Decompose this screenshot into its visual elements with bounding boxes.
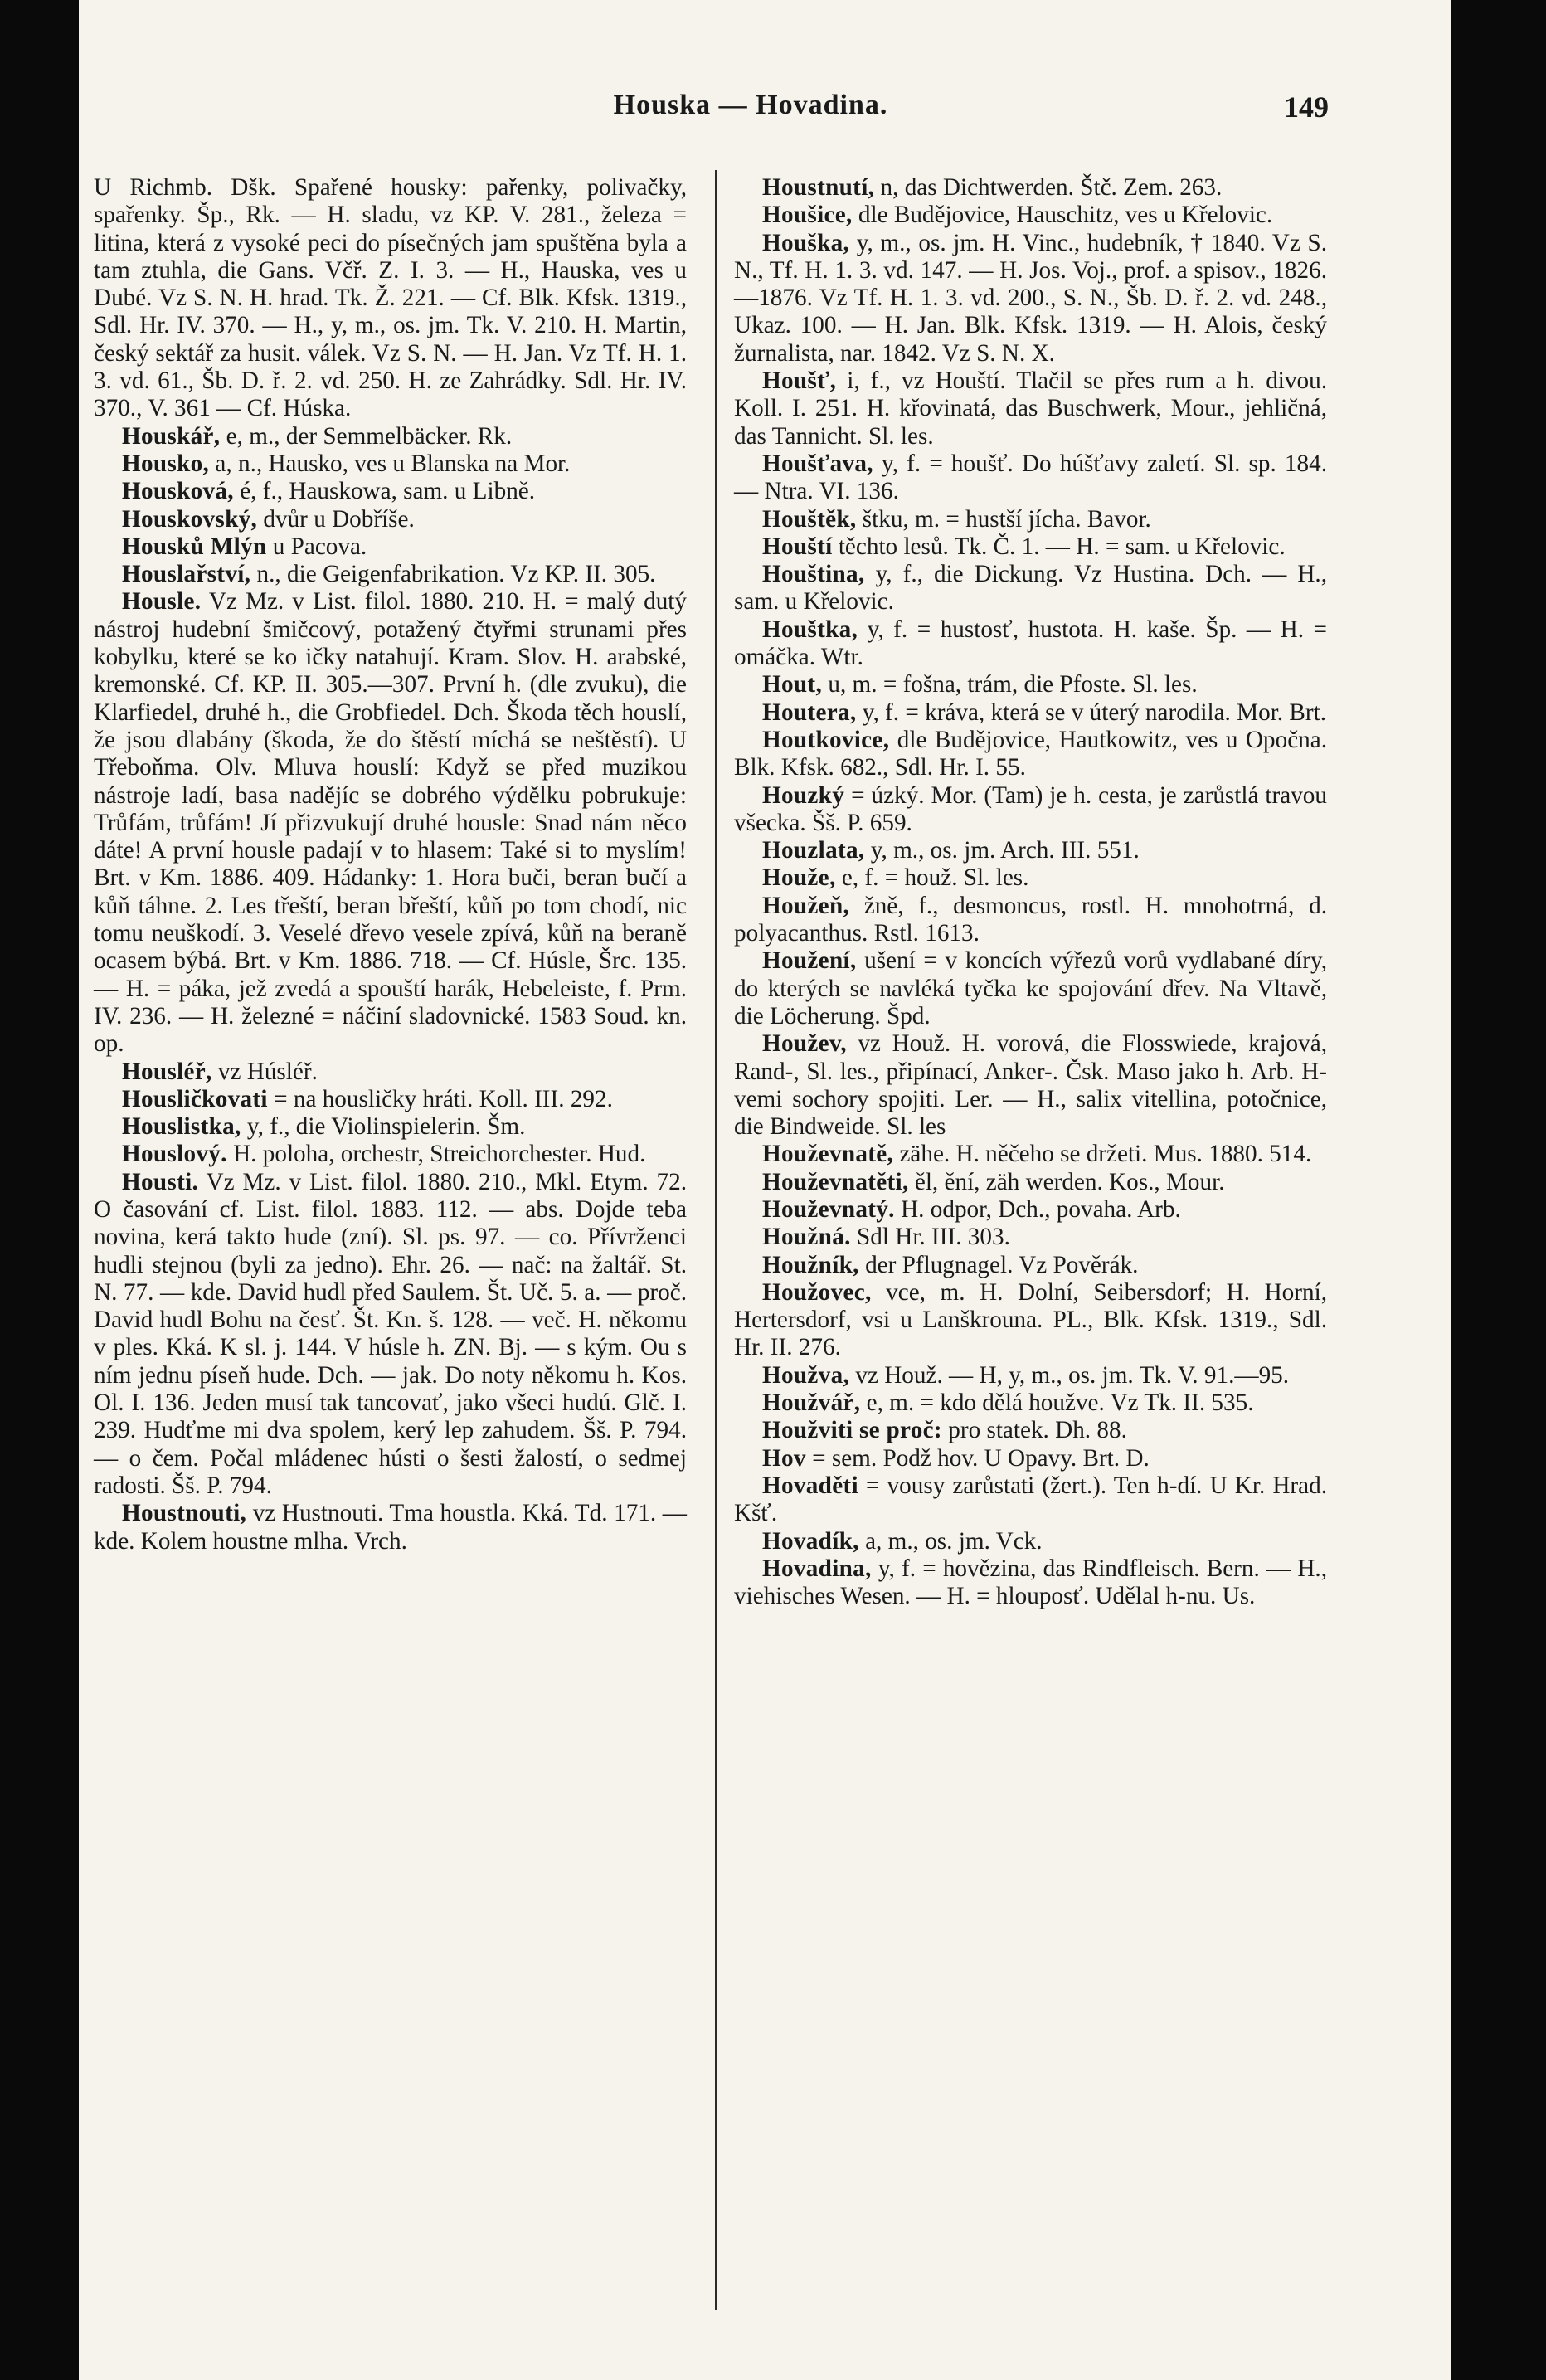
entry-headword: Houzký [762, 781, 845, 809]
entry-headword: Housle. [122, 588, 202, 616]
entry-headword: Houšice, [762, 202, 853, 229]
entry-text: y, f. = kráva, která se v úterý narodila. Mor. Brt. [856, 698, 1326, 726]
entry-headword: Houstnutí, [762, 174, 875, 201]
entry-text: = na housličky hráti. Koll. III. 292. [267, 1085, 613, 1112]
entry-headword: Houtera, [762, 698, 857, 726]
entry-text: e, f. = houž. Sl. les. [835, 864, 1029, 892]
dictionary-entry [734, 837, 1327, 864]
dictionary-entry [94, 450, 687, 478]
entry-headword: Hovadina, [762, 1555, 872, 1582]
dictionary-entry [734, 1030, 1327, 1141]
entry-headword: Houžník, [762, 1251, 859, 1278]
entry-headword: Houžeň, [762, 892, 850, 919]
entry-text: vce, m. H. Dolní, Seibersdorf; H. Horní, Hertersdorf, vsi u Lanškrouna. PL., Blk. Kfsk. 1319., Sdl. Hr. II. 276. [734, 1278, 1327, 1361]
entry-text: Sdl Hr. III. 303. [850, 1224, 1010, 1251]
entry-text: u, m. = fošna, trám, die Pfoste. Sl. les. [822, 671, 1198, 698]
entry-headword: Houževnatěti, [762, 1168, 909, 1195]
dictionary-entry [734, 947, 1327, 1030]
right-column [734, 174, 1327, 1610]
entry-headword: Houžva, [762, 1361, 850, 1389]
dictionary-entry [734, 202, 1327, 229]
dictionary-entry [734, 174, 1327, 202]
dictionary-entry [734, 1224, 1327, 1251]
entry-headword: Houslistka, [122, 1113, 241, 1141]
dictionary-entry [734, 450, 1327, 506]
entry-headword: Houslový. [122, 1141, 227, 1168]
entry-text: y, f. = hovězina, das Rindfleisch. Bern. — H., viehisches Wesen. — H. = hlouposť. Udělal h-nu. Us. [734, 1555, 1327, 1610]
entry-text: y, f. = houšť. Do húšťavy zaletí. Sl. sp. 184. — Ntra. VI. 136. [734, 450, 1327, 505]
entry-headword: Housků Mlýn [122, 533, 267, 560]
entry-text: vz Houž. H. vorová, die Flosswiede, krajová, Rand-, Sl. les., připínací, Anker-. Čsk. Maso jako h. Arb. H-vemi sochory spojiti. Ler. — H., salix vitellina, potočnice, die Bindweide. Sl. les [734, 1030, 1327, 1141]
dictionary-entry [734, 367, 1327, 450]
entry-text: Vz Mz. v List. filol. 1880. 210., Mkl. Etym. 72. O časování cf. List. filol. 1883. 112. — abs. Dojde teba novina, kerá takto hude (zní). Sl. ps. 97. — co. Přívrženci hudli stejnou (byli za jedno). Ehr. 26. — nač: na žaltář. St. N. 77. — kde. David hudl před Saulem. Št. Uč. 5. a. — proč. David hudl Bohu na česť. Št. Kn. š. 128. — več. H. někomu v ples. Kká. K sl. j. 144. V húsle h. ZN. Bj. — s kým. Ou s ním jednu píseň hude. Dch. — jak. Do noty někomu h. Kos. Ol. I. 136. Jeden musí tak tancovať, jako všeci hudú. Glč. I. 239. Hudťme mi dva spolem, kerý lep zahudem. Šš. P. 794. — o čem. Počal mládenec hústi o šesti žalostí, o sedmej radosti. Šš. P. 794. [94, 1168, 687, 1499]
page-number: 149 [1284, 90, 1329, 124]
entry-text: těchto lesů. Tk. Č. 1. — H. = sam. u Křelovic. [832, 533, 1286, 560]
entry-text: = úzký. Mor. (Tam) je h. cesta, je zarůstlá travou všecka. Šš. P. 659. [734, 781, 1327, 836]
entry-headword: Housti. [122, 1168, 199, 1195]
entry-headword: Houžná. [762, 1224, 851, 1251]
dictionary-entry [94, 1141, 687, 1168]
dictionary-page [79, 0, 1451, 2380]
dictionary-entry [734, 616, 1327, 672]
dictionary-entry [94, 423, 687, 450]
column-divider [715, 170, 717, 2310]
entry-headword: Houžvář, [762, 1390, 861, 1417]
entry-text: U Richmb. Dšk. Spařené housky: pařenky, polivačky, spařenky. Šp., Rk. — H. sladu, vz KP. V. 281., železa = litina, která z vysoké peci do písečných jam spuštěna byla a tam ztuhla, die Gans. Včř. Z. I. 3. — H., Hauska, ves u Dubé. Vz S. N. H. hrad. Tk. Ž. 221. — Cf. Blk. Kfsk. 1319., Sdl. Hr. IV. 370. — H., y, m., os. jm. Tk. V. 210. H. Martin, český sektář za husit. válek. Vz S. N. — H. Jan. Vz Tf. H. 1. 3. vd. 61., Šb. D. ř. 2. vd. 250. H. ze Zahrádky. Sdl. Hr. IV. 370., V. 361 — Cf. Húska. [94, 174, 687, 422]
entry-text: ušení = v koncích výřezů vorů vydlabané díry, do kterých se navléká tyčka ke spojování dřev. Na Vltavě, die Löcherung. Špd. [734, 947, 1327, 1029]
entry-text: dle Budějovice, Hauschitz, ves u Křelovic. [852, 202, 1273, 229]
entry-headword: Houští [762, 533, 833, 560]
entry-headword: Houštka, [762, 616, 858, 643]
entry-headword: Hov [762, 1444, 806, 1472]
dictionary-entry [734, 1279, 1327, 1362]
dictionary-entry [734, 727, 1327, 782]
dictionary-entry [94, 1169, 687, 1501]
dictionary-entry [734, 1390, 1327, 1417]
entry-text: = vousy zarůstati (žert.). Ten h-dí. U Kr. Hrad. Kšť. [734, 1472, 1327, 1527]
dictionary-entry [94, 1500, 687, 1555]
entry-text: y, m., os. jm. H. Vinc., hudebník, † 1840. Vz S. N., Tf. H. 1. 3. vd. 147. — H. Jos. Voj., prof. a spisov., 1826.—1876. Vz Tf. H. 1. 3. vd. 200., S. N., Šb. D. ř. 2. vd. 248., Ukaz. 100. — H. Jan. Blk. Kfsk. 1319. — H. Alois, český žurnalista, nar. 1842. Vz S. N. X. [734, 229, 1327, 367]
dictionary-entry [734, 533, 1327, 561]
entry-headword: Houžení, [762, 947, 857, 975]
entry-headword: Houžviti se proč: [762, 1417, 942, 1444]
dictionary-entry [94, 561, 687, 588]
dictionary-entry [734, 506, 1327, 533]
entry-headword: Housličkovati [122, 1085, 268, 1112]
entry-text: vz Hustnouti. Tma houstla. Kká. Td. 171. — kde. Kolem houstne mlha. Vrch. [94, 1500, 687, 1555]
entry-headword: Houštěk, [762, 505, 857, 533]
dictionary-entry [734, 699, 1327, 727]
entry-text: pro statek. Dh. 88. [941, 1417, 1127, 1444]
entry-text: H. poloha, orchestr, Streichorchester. Hud. [226, 1141, 646, 1168]
entry-text: ěl, ění, zäh werden. Kos., Mour. [908, 1168, 1225, 1195]
entry-headword: Houževnatě, [762, 1141, 894, 1168]
entry-headword: Houskovský, [122, 505, 258, 533]
entry-headword: Houslařství, [122, 561, 251, 588]
entry-text: = sem. Podž hov. U Opavy. Brt. D. [805, 1444, 1150, 1472]
entry-headword: Houstnouti, [122, 1500, 247, 1527]
dictionary-entry [734, 1252, 1327, 1279]
entry-headword: Housléř, [122, 1058, 212, 1085]
dictionary-entry [94, 1059, 687, 1086]
entry-headword: Houšťava, [762, 450, 873, 477]
entry-headword: Houština, [762, 561, 865, 588]
running-head: Houska — Hovadina. [613, 90, 888, 120]
entry-headword: Houžovec, [762, 1278, 872, 1306]
dictionary-entry [734, 782, 1327, 838]
dictionary-entry [94, 506, 687, 533]
entry-headword: Houšť, [762, 367, 837, 395]
entry-text: štku, m. = hustší jícha. Bavor. [856, 505, 1151, 533]
dictionary-entry [734, 1196, 1327, 1224]
entry-headword: Housko, [122, 450, 210, 477]
entry-text: e, m., der Semmelbäcker. Rk. [220, 422, 513, 450]
entry-text: a, n., Hausko, ves u Blanska na Mor. [209, 450, 571, 477]
entry-text: y, f., die Violinspielerin. Šm. [241, 1113, 526, 1141]
dictionary-entry [734, 1141, 1327, 1168]
dictionary-entry [94, 478, 687, 505]
dictionary-entry [734, 1362, 1327, 1390]
dictionary-entry [734, 893, 1327, 948]
page-header [79, 90, 1451, 131]
entry-text: vz Houž. — H, y, m., os. jm. Tk. V. 91.—95. [849, 1361, 1290, 1389]
dictionary-entry [734, 1169, 1327, 1196]
dictionary-entry [734, 1472, 1327, 1528]
entry-text: a, m., os. jm. Vck. [858, 1527, 1043, 1555]
entry-text: vz Húsléř. [211, 1058, 318, 1085]
entry-text: der Pflugnagel. Vz Pověrák. [858, 1251, 1139, 1278]
entry-headword: Houzlata, [762, 837, 865, 864]
dictionary-entry [734, 230, 1327, 367]
entry-headword: Houskář, [122, 422, 221, 450]
entry-headword: Houže, [762, 864, 836, 892]
entry-headword: Houška, [762, 229, 850, 256]
entry-text: Vz Mz. v List. filol. 1880. 210. H. = malý dutý nástroj hudební šmičcový, potažený čtyřmi strunami přes kobylku, které se ko ičky natahují. Kram. Slov. H. arabské, kremonské. Cf. KP. II. 305.—307. První h. (dle zvuku), die Klarfiedel, druhé h., die Grobfiedel. Dch. Škoda těch houslí, že jsou dlabány (škoda, že do štěstí míchá se neštěstí). U Třeboňma. Olv. Mluva houslí: Když se před muzikou nástroje ladí, basa nadějíc se dobrého výdělku pobrukuje: Trůfám, trůfám! Jí přizvukují druhé housle: Snad nám něco dáte! A první housle padají v to hlasem: Také si to myslím! Brt. v Km. 1886. 409. Hádanky: 1. Hora buči, beran bučí a kůň táhne. 2. Les třeští, beran břeští, kůň po tom chodí, nic tomu neuškodí. 3. Veselé dřevo vesele zpívá, kůň na beraně ocasem býbá. Brt. v Km. 1886. 718. — Cf. Húsle, Šrc. 135. — H. = páka, jež zvedá a spouští harák, Hebeleiste, f. Prm. IV. 236. — H. železné = náčiní sladovnické. 1583 Soud. kn. op. [94, 588, 687, 1058]
entry-text: n., die Geigenfabrikation. Vz KP. II. 305. [250, 561, 656, 588]
entry-text: H. odpor, Dch., povaha. Arb. [894, 1195, 1181, 1223]
entry-headword: Hovadík, [762, 1527, 859, 1555]
entry-headword: Houtkovice, [762, 726, 890, 753]
dictionary-entry [734, 1555, 1327, 1611]
entry-text: zähe. H. něčeho se držeti. Mus. 1880. 514. [893, 1141, 1312, 1168]
entry-text: u Pacova. [266, 533, 367, 560]
entry-text: žně, f., desmoncus, rostl. H. mnohotrná, d. polyacanthus. Rstl. 1613. [734, 892, 1327, 947]
entry-text: y, f. = hustosť, hustota. H. kaše. Šp. — H. = omáčka. Wtr. [734, 616, 1327, 671]
entry-headword: Houževnatý. [762, 1195, 895, 1223]
entry-text: n, das Dichtwerden. Štč. Zem. 263. [874, 174, 1223, 201]
entry-headword: Hovaděti [762, 1472, 858, 1499]
dictionary-entry [734, 671, 1327, 698]
entry-text: é, f., Hauskowa, sam. u Libně. [233, 478, 536, 505]
dictionary-entry [94, 1113, 687, 1141]
entry-text: e, m. = kdo dělá houžve. Vz Tk. II. 535. [860, 1390, 1254, 1417]
dictionary-entry [94, 588, 687, 1058]
dictionary-entry [734, 1445, 1327, 1472]
left-column [94, 174, 687, 1555]
dictionary-entry [734, 1417, 1327, 1444]
entry-text: y, m., os. jm. Arch. III. 551. [864, 837, 1140, 864]
entry-headword: Housková, [122, 478, 234, 505]
entry-text: i, f., vz Houští. Tlačil se přes rum a h. divou. Koll. I. 251. H. křovinatá, das Buschwerk, Mour., jehličná, das Tannicht. Sl. les. [734, 367, 1327, 450]
dictionary-entry [94, 174, 687, 423]
dictionary-entry [734, 561, 1327, 616]
entry-text: dvůr u Dobříše. [257, 505, 415, 533]
dictionary-entry [94, 533, 687, 561]
dictionary-entry [94, 1086, 687, 1113]
entry-text: dle Budějovice, Hautkowitz, ves u Opočna. Blk. Kfsk. 682., Sdl. Hr. I. 55. [734, 726, 1327, 781]
dictionary-entry [734, 864, 1327, 892]
entry-headword: Houžev, [762, 1030, 847, 1058]
entry-headword: Hout, [762, 671, 823, 698]
dictionary-entry [734, 1528, 1327, 1555]
entry-text: y, f., die Dickung. Vz Hustina. Dch. — H., sam. u Křelovic. [734, 561, 1327, 616]
